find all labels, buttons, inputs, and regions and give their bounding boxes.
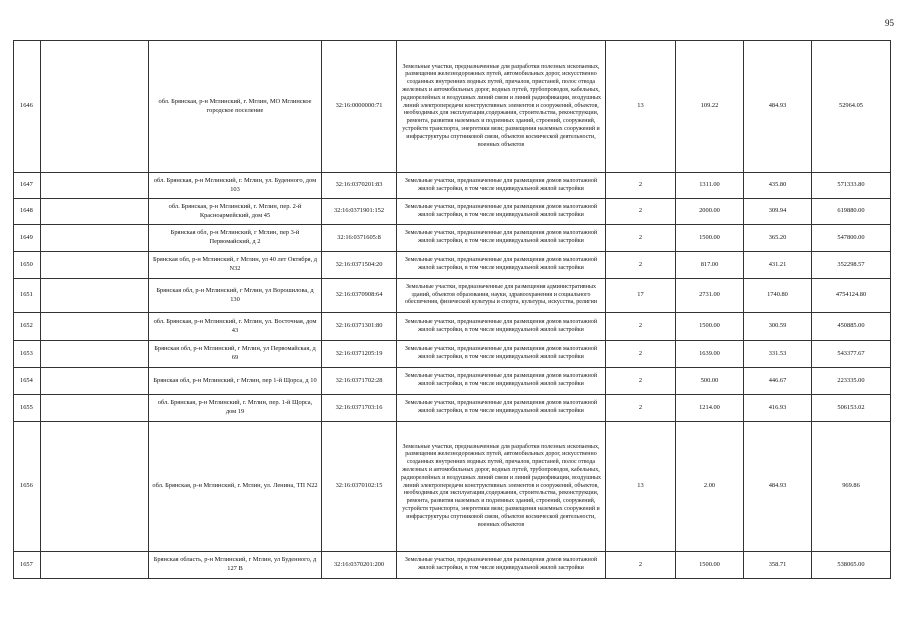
table-row	[14, 252, 891, 279]
area-cell: 1500.00	[676, 552, 744, 579]
blank-cell	[41, 422, 149, 552]
address-cell: обл. Брянская, р-н Мглинский, г. Мглин, МО Мглинское городское поселение	[149, 41, 322, 173]
blank-cell	[41, 279, 149, 313]
rate-cell: 416.93	[744, 395, 812, 422]
purpose-code-cell: 2	[606, 341, 676, 368]
cadastral-number-cell: 32:16:0370908:64	[322, 279, 397, 313]
land-purpose-cell: Земельные участки, предназначенные для размещения домов малоэтажной жилой застройки, в том числе индивидуальной жилой застройки	[397, 199, 606, 225]
table-row	[14, 225, 891, 252]
cadastral-number-cell: 32:16:0370201:200	[322, 552, 397, 579]
land-purpose-cell: Земельные участки, предназначенные для разработки полезных ископаемых, размещения железнодорожных путей, автомобильных дорог, искусственно созданных внутренних водных путей, причалов, пристаней, полос отвода железных и автомобильных дорог, водных путей, трубопроводов, кабельных, радиорелейных и воздушных линий связи и линий радиофикации, воздушных линий электропередачи конструктивных элементов и сооружений, объектов, необходимых для эксплуатации,содержания, строительства, реконструкции, ремонта, развития наземных и подземных зданий, строений, сооружений, устройств транспорта, энергетики вязи; размещения наземных сооружений и инфраструктуры спутниковой связи, объектов космической деятельности, военных объектов	[397, 41, 606, 173]
area-cell: 1311.00	[676, 173, 744, 199]
address-cell: Брянская область, р-н Мглинский, г Мглин, ул Буденного, д 127 В	[149, 552, 322, 579]
blank-cell	[41, 225, 149, 252]
rate-cell: 446.67	[744, 368, 812, 395]
cadastral-value-cell: 969.86	[812, 422, 891, 552]
cadastral-number-cell: 32:16:0370201:83	[322, 173, 397, 199]
blank-cell	[41, 552, 149, 579]
blank-cell	[41, 368, 149, 395]
row-number-cell: 1651	[14, 279, 41, 313]
cadastral-value-cell: 571333.80	[812, 173, 891, 199]
address-cell: Брянская обл, р-н Мглинский, г Мглин, ул Ворошилова, д 130	[149, 279, 322, 313]
land-purpose-cell: Земельные участки, предназначенные для размещения домов малоэтажной жилой застройки, в том числе индивидуальной жилой застройки	[397, 225, 606, 252]
row-number-cell: 1657	[14, 552, 41, 579]
area-cell: 1500.00	[676, 313, 744, 341]
rate-cell: 431.21	[744, 252, 812, 279]
cadastral-value-cell: 52964.05	[812, 41, 891, 173]
purpose-code-cell: 2	[606, 395, 676, 422]
blank-cell	[41, 252, 149, 279]
purpose-code-cell: 2	[606, 368, 676, 395]
address-cell: обл. Брянская, р-н Мглинский, г. Мглин, ул. Ленина, ТП N22	[149, 422, 322, 552]
land-purpose-cell: Земельные участки, предназначенные для размещения домов малоэтажной жилой застройки, в том числе индивидуальной жилой застройки	[397, 341, 606, 368]
rate-cell: 331.53	[744, 341, 812, 368]
page-number: 95	[885, 18, 894, 28]
purpose-code-cell: 2	[606, 313, 676, 341]
table-row	[14, 341, 891, 368]
cadastral-number-cell: 32:16:0371703:16	[322, 395, 397, 422]
row-number-cell: 1650	[14, 252, 41, 279]
table-row	[14, 395, 891, 422]
purpose-code-cell: 2	[606, 199, 676, 225]
cadastral-number-cell: 32:16:0371702:28	[322, 368, 397, 395]
purpose-code-cell: 2	[606, 225, 676, 252]
area-cell: 1214.00	[676, 395, 744, 422]
table-row	[14, 173, 891, 199]
cadastral-value-cell: 506153.02	[812, 395, 891, 422]
area-cell: 2000.00	[676, 199, 744, 225]
row-number-cell: 1654	[14, 368, 41, 395]
table-row	[14, 41, 891, 173]
cadastral-value-cell: 543377.67	[812, 341, 891, 368]
blank-cell	[41, 313, 149, 341]
area-cell: 817.00	[676, 252, 744, 279]
address-cell: обл. Брянская, р-н Мглинский, г. Мглин, ул. Буденного, дом 103	[149, 173, 322, 199]
rate-cell: 435.80	[744, 173, 812, 199]
cadastral-number-cell: 32:16:0371205:19	[322, 341, 397, 368]
area-cell: 2731.00	[676, 279, 744, 313]
rate-cell: 365.20	[744, 225, 812, 252]
purpose-code-cell: 13	[606, 41, 676, 173]
cadastral-value-cell: 450885.00	[812, 313, 891, 341]
table-row	[14, 368, 891, 395]
area-cell: 109.22	[676, 41, 744, 173]
cadastral-number-cell: 32:16:0371504:20	[322, 252, 397, 279]
address-cell: Брянская обл, р-н Мглинский, г Мглин, ул 40 лет Октября, д N32	[149, 252, 322, 279]
address-cell: обл. Брянская, р-н Мглинский, г. Мглин, пер. 2-й Красноармейский, дом 45	[149, 199, 322, 225]
cadastral-value-cell: 547800.00	[812, 225, 891, 252]
blank-cell	[41, 173, 149, 199]
row-number-cell: 1656	[14, 422, 41, 552]
purpose-code-cell: 2	[606, 552, 676, 579]
blank-cell	[41, 341, 149, 368]
row-number-cell: 1649	[14, 225, 41, 252]
address-cell: Брянская обл, р-н Мглинский, г Мглин, пер 3-й Первомайский, д 2	[149, 225, 322, 252]
address-cell: обл. Брянская, р-н Мглинский, г. Мглин, пер. 1-й Щорса, дом 19	[149, 395, 322, 422]
cadastral-number-cell: 32:16:0371605:8	[322, 225, 397, 252]
row-number-cell: 1653	[14, 341, 41, 368]
land-purpose-cell: Земельные участки, предназначенные для размещения домов малоэтажной жилой застройки, в том числе индивидуальной жилой застройки	[397, 395, 606, 422]
rate-cell: 358.71	[744, 552, 812, 579]
row-number-cell: 1652	[14, 313, 41, 341]
row-number-cell: 1647	[14, 173, 41, 199]
row-number-cell: 1646	[14, 41, 41, 173]
purpose-code-cell: 13	[606, 422, 676, 552]
cadastral-value-cell: 538065.00	[812, 552, 891, 579]
area-cell: 1500.00	[676, 225, 744, 252]
cadastral-number-cell: 32:16:0370102:15	[322, 422, 397, 552]
area-cell: 2.00	[676, 422, 744, 552]
table-row	[14, 199, 891, 225]
cadastral-registry-table	[13, 40, 891, 579]
blank-cell	[41, 41, 149, 173]
table-row	[14, 422, 891, 552]
land-purpose-cell: Земельные участки, предназначенные для размещения домов малоэтажной жилой застройки, в том числе индивидуальной жилой застройки	[397, 313, 606, 341]
blank-cell	[41, 395, 149, 422]
cadastral-value-cell: 352298.57	[812, 252, 891, 279]
area-cell: 1639.00	[676, 341, 744, 368]
land-purpose-cell: Земельные участки, предназначенные для размещения домов малоэтажной жилой застройки, в том числе индивидуальной жилой застройки	[397, 252, 606, 279]
cadastral-value-cell: 4754124.80	[812, 279, 891, 313]
cadastral-value-cell: 619880.00	[812, 199, 891, 225]
land-purpose-cell: Земельные участки, предназначенные для разработки полезных ископаемых, размещения железнодорожных путей, автомобильных дорог, искусственно созданных внутренних водных путей, причалов, пристаней, полос отвода железных и автомобильных дорог, водных путей, трубопроводов, кабельных, радиорелейных и воздушных линий связи и линий радиофикации, воздушных линий электропередачи конструктивных элементов и сооружений, объектов, необходимых для эксплуатации,содержания, строительства, реконструкции, ремонта, развития наземных и подземных зданий, строений, сооружений, устройств транспорта, энергетики вязи; размещения наземных сооружений и инфраструктуры спутниковой связи, объектов космической деятельности, военных объектов	[397, 422, 606, 552]
land-purpose-cell: Земельные участки, предназначенные для размещения домов малоэтажной жилой застройки, в том числе индивидуальной жилой застройки	[397, 368, 606, 395]
blank-cell	[41, 199, 149, 225]
land-purpose-cell: Земельные участки, предназначенные для размещения домов малоэтажной жилой застройки, в том числе индивидуальной жилой застройки	[397, 552, 606, 579]
rate-cell: 300.59	[744, 313, 812, 341]
row-number-cell: 1655	[14, 395, 41, 422]
cadastral-number-cell: 32:16:0000000:71	[322, 41, 397, 173]
purpose-code-cell: 2	[606, 252, 676, 279]
purpose-code-cell: 2	[606, 173, 676, 199]
row-number-cell: 1648	[14, 199, 41, 225]
rate-cell: 1740.80	[744, 279, 812, 313]
purpose-code-cell: 17	[606, 279, 676, 313]
address-cell: Брянская обл, р-н Мглинский, г Мглин, ул Первомайская, д 69	[149, 341, 322, 368]
area-cell: 500.00	[676, 368, 744, 395]
land-purpose-cell: Земельные участки, предназначенные для размещения домов малоэтажной жилой застройки, в том числе индивидуальной жилой застройки	[397, 173, 606, 199]
address-cell: Брянская обл, р-н Мглинский, г Мглин, пер 1-й Щорса, д 10	[149, 368, 322, 395]
cadastral-value-cell: 223335.00	[812, 368, 891, 395]
cadastral-number-cell: 32:16:0371301:80	[322, 313, 397, 341]
table-row	[14, 552, 891, 579]
address-cell: обл. Брянская, р-н Мглинский, г. Мглин, ул. Восточная, дом 43	[149, 313, 322, 341]
land-purpose-cell: Земельные участки, предназначенные для размещения административных зданий, объектов образования, науки, здравоохранения и социального обеспечения, физической культуры и спорта, культуры, искусства, религии	[397, 279, 606, 313]
table-body	[14, 41, 891, 579]
rate-cell: 309.94	[744, 199, 812, 225]
rate-cell: 484.93	[744, 422, 812, 552]
table-row	[14, 279, 891, 313]
rate-cell: 484.93	[744, 41, 812, 173]
table-row	[14, 313, 891, 341]
cadastral-number-cell: 32:16:0371901:152	[322, 199, 397, 225]
